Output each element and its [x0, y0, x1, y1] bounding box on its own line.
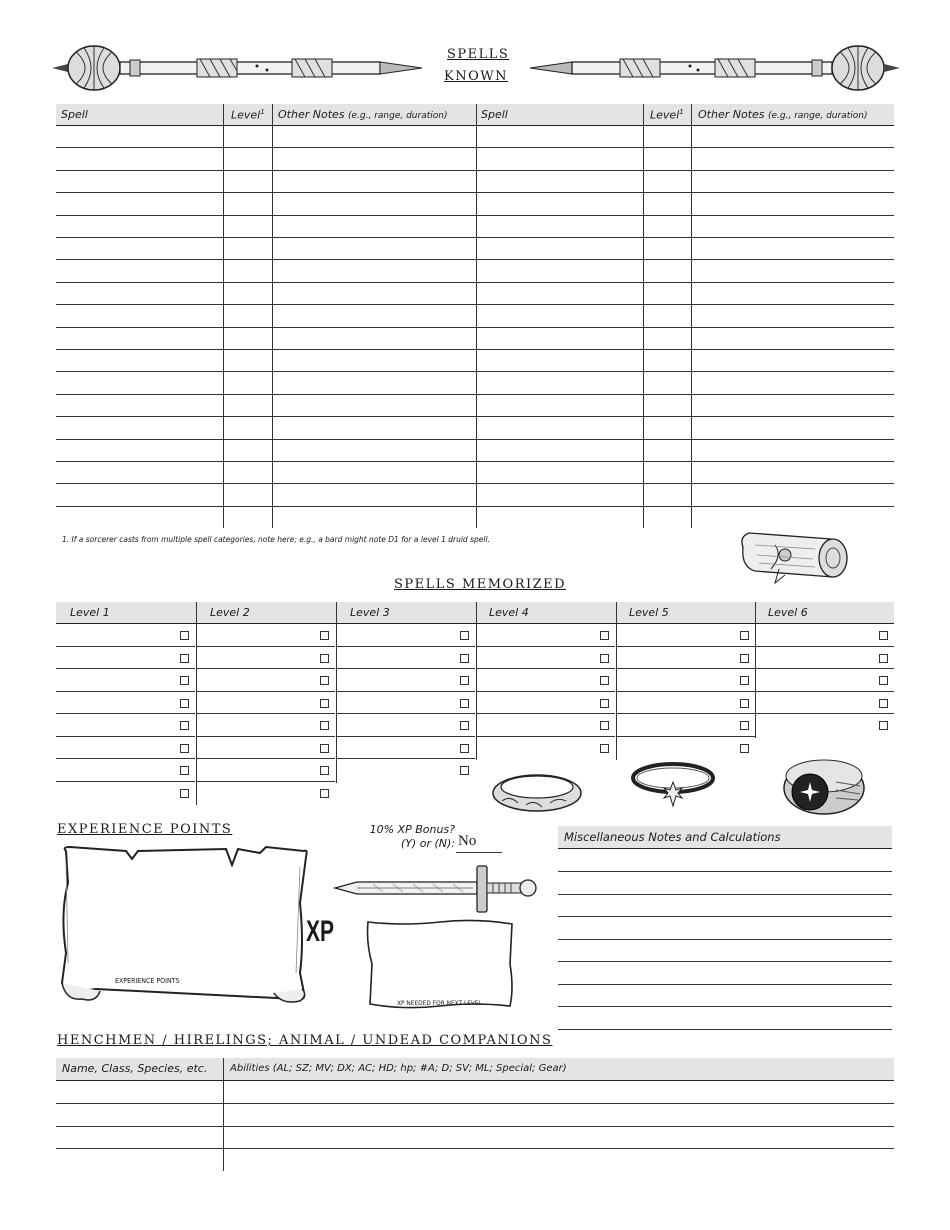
- henchmen-title: HENCHMEN / HIRELINGS; ANIMAL / UNDEAD COMPANIONS: [57, 1033, 553, 1048]
- misc-note-line: [558, 916, 892, 917]
- memorized-column-rule: [196, 602, 197, 805]
- spell-row-rule: [56, 506, 894, 507]
- col-notes-left: Other Notes (e.g., range, duration): [278, 108, 448, 121]
- memorized-slot-checkbox[interactable]: [320, 699, 329, 708]
- memorized-slot-checkbox[interactable]: [320, 654, 329, 663]
- experience-scroll-caption: EXPERIENCE POINTS: [115, 977, 180, 985]
- misc-note-line: [558, 1006, 892, 1007]
- memorized-slot-checkbox[interactable]: [879, 721, 888, 730]
- misc-note-line: [558, 894, 892, 895]
- spell-row-rule: [56, 371, 894, 372]
- level-3-label: Level 3: [350, 606, 390, 619]
- memorized-row-rule: [616, 713, 755, 714]
- memorized-slot-checkbox[interactable]: [460, 699, 469, 708]
- memorized-slot-checkbox[interactable]: [180, 699, 189, 708]
- next-level-box[interactable]: [364, 918, 516, 1010]
- memorized-slot-checkbox[interactable]: [600, 654, 609, 663]
- memorized-row-rule: [476, 646, 615, 647]
- henchmen-row-rule: [56, 1148, 894, 1149]
- memorized-slot-checkbox[interactable]: [460, 721, 469, 730]
- memorized-slot-checkbox[interactable]: [460, 654, 469, 663]
- ring-star-icon: [628, 760, 718, 818]
- level-5-label: Level 5: [629, 606, 669, 619]
- memorized-slot-checkbox[interactable]: [600, 676, 609, 685]
- level-4-label: Level 4: [489, 606, 529, 619]
- memorized-row-rule: [616, 736, 755, 737]
- memorized-column-rule: [476, 602, 477, 760]
- memorized-row-rule: [476, 736, 615, 737]
- memorized-row-rule: [56, 736, 195, 737]
- memorized-row-rule: [196, 736, 335, 737]
- memorized-row-rule: [336, 668, 475, 669]
- spell-row-rule: [56, 461, 894, 462]
- col-spell-left: Spell: [61, 108, 88, 121]
- spells-known-title-line2: KNOWN: [444, 69, 508, 84]
- memorized-slot-checkbox[interactable]: [740, 631, 749, 640]
- misc-note-line: [558, 939, 892, 940]
- memorized-slot-checkbox[interactable]: [180, 631, 189, 640]
- memorized-row-rule: [616, 668, 755, 669]
- misc-notes-header: [558, 826, 892, 849]
- memorized-row-rule: [196, 713, 335, 714]
- spell-row-rule: [56, 439, 894, 440]
- parchment-icon: [56, 843, 314, 1008]
- memorized-row-rule: [616, 691, 755, 692]
- henchmen-col-name: Name, Class, Species, etc.: [62, 1062, 208, 1075]
- spells-known-title-line1: SPELLS: [447, 47, 510, 62]
- spells-memorized-title: SPELLS MEMORIZED: [394, 577, 567, 592]
- spell-row-rule: [56, 416, 894, 417]
- memorized-slot-checkbox[interactable]: [320, 721, 329, 730]
- spells-memorized-header: [56, 602, 894, 624]
- spell-column-rule: [223, 104, 224, 528]
- memorized-slot-checkbox[interactable]: [600, 631, 609, 640]
- memorized-slot-checkbox[interactable]: [740, 676, 749, 685]
- next-level-caption: XP NEEDED FOR NEXT LEVEL: [397, 999, 482, 1007]
- memorized-slot-checkbox[interactable]: [180, 654, 189, 663]
- memorized-slot-checkbox[interactable]: [460, 676, 469, 685]
- col-notes-right: Other Notes (e.g., range, duration): [698, 108, 868, 121]
- memorized-slot-checkbox[interactable]: [320, 766, 329, 775]
- spell-row-rule: [56, 304, 894, 305]
- col-level-left: Level$^1$: [231, 108, 265, 122]
- memorized-slot-checkbox[interactable]: [320, 631, 329, 640]
- memorized-row-rule: [336, 736, 475, 737]
- experience-title: EXPERIENCE POINTS: [57, 822, 233, 837]
- spells-known-header: [56, 104, 894, 126]
- misc-note-line: [558, 1029, 892, 1030]
- spell-row-rule: [56, 327, 894, 328]
- henchmen-col-abilities: Abilities (AL; SZ; MV; DX; AC; HD; hp; #A; D; SV; ML; Special; Gear): [230, 1063, 567, 1074]
- memorized-slot-checkbox[interactable]: [879, 676, 888, 685]
- memorized-row-rule: [196, 781, 335, 782]
- memorized-slot-checkbox[interactable]: [320, 789, 329, 798]
- memorized-row-rule: [476, 713, 615, 714]
- memorized-row-rule: [196, 691, 335, 692]
- scroll-icon: [735, 525, 855, 585]
- memorized-slot-checkbox[interactable]: [320, 676, 329, 685]
- xp-bonus-value: No: [458, 833, 477, 849]
- memorized-slot-checkbox[interactable]: [740, 699, 749, 708]
- col-spell-right: Spell: [481, 108, 508, 121]
- memorized-row-rule: [56, 781, 195, 782]
- xp-mark: XP: [306, 915, 335, 948]
- level-2-label: Level 2: [210, 606, 250, 619]
- spell-column-rule: [476, 104, 477, 528]
- memorized-row-rule: [755, 668, 894, 669]
- spell-row-rule: [56, 237, 894, 238]
- memorized-slot-checkbox[interactable]: [460, 744, 469, 753]
- spell-row-rule: [56, 170, 894, 171]
- memorized-column-rule: [755, 602, 756, 738]
- spell-column-rule: [643, 104, 644, 528]
- memorized-row-rule: [755, 691, 894, 692]
- memorized-slot-checkbox[interactable]: [180, 676, 189, 685]
- henchmen-row-rule: [56, 1126, 894, 1127]
- spell-row-rule: [56, 282, 894, 283]
- memorized-slot-checkbox[interactable]: [460, 766, 469, 775]
- memorized-slot-checkbox[interactable]: [879, 699, 888, 708]
- spell-row-rule: [56, 483, 894, 484]
- memorized-row-rule: [196, 758, 335, 759]
- memorized-slot-checkbox[interactable]: [740, 744, 749, 753]
- memorized-row-rule: [336, 713, 475, 714]
- spell-row-rule: [56, 259, 894, 260]
- memorized-slot-checkbox[interactable]: [600, 744, 609, 753]
- memorized-row-rule: [196, 668, 335, 669]
- memorized-row-rule: [616, 646, 755, 647]
- memorized-row-rule: [56, 646, 195, 647]
- memorized-row-rule: [476, 691, 615, 692]
- memorized-row-rule: [56, 691, 195, 692]
- misc-note-line: [558, 984, 892, 985]
- memorized-row-rule: [476, 668, 615, 669]
- level-6-label: Level 6: [768, 606, 808, 619]
- memorized-column-rule: [616, 602, 617, 760]
- spell-row-rule: [56, 192, 894, 193]
- level-1-label: Level 1: [70, 606, 110, 619]
- spell-column-rule: [691, 104, 692, 528]
- memorized-row-rule: [336, 646, 475, 647]
- mace-icon: [52, 42, 422, 94]
- spells-known-footnote: 1. If a sorcerer casts from multiple spell categories, note here; e.g., a bard might note D1 for a level 1 druid spell.: [62, 535, 490, 544]
- col-level-right: Level$^1$: [650, 108, 684, 122]
- sword-icon: [333, 862, 538, 916]
- memorized-row-rule: [56, 713, 195, 714]
- memorized-slot-checkbox[interactable]: [180, 789, 189, 798]
- ring-gem-icon: [780, 752, 868, 820]
- xp-bonus-label: 10% XP Bonus? (Y) or (N):: [369, 823, 455, 850]
- memorized-slot-checkbox[interactable]: [180, 766, 189, 775]
- memorized-row-rule: [336, 691, 475, 692]
- memorized-slot-checkbox[interactable]: [320, 744, 329, 753]
- spell-row-rule: [56, 215, 894, 216]
- misc-note-line: [558, 871, 892, 872]
- spell-row-rule: [56, 349, 894, 350]
- memorized-slot-checkbox[interactable]: [879, 631, 888, 640]
- xp-bonus-field[interactable]: [456, 830, 502, 853]
- spell-row-rule: [56, 147, 894, 148]
- memorized-slot-checkbox[interactable]: [879, 654, 888, 663]
- memorized-row-rule: [336, 758, 475, 759]
- henchmen-column-rule: [223, 1058, 224, 1171]
- memorized-slot-checkbox[interactable]: [180, 721, 189, 730]
- memorized-column-rule: [336, 602, 337, 783]
- memorized-slot-checkbox[interactable]: [740, 721, 749, 730]
- memorized-slot-checkbox[interactable]: [600, 721, 609, 730]
- memorized-row-rule: [56, 668, 195, 669]
- memorized-slot-checkbox[interactable]: [180, 744, 189, 753]
- ring-icon: [490, 765, 585, 815]
- henchmen-row-rule: [56, 1103, 894, 1104]
- misc-note-line: [558, 961, 892, 962]
- mace-icon: [530, 42, 900, 94]
- spell-row-rule: [56, 394, 894, 395]
- memorized-row-rule: [196, 646, 335, 647]
- memorized-slot-checkbox[interactable]: [460, 631, 469, 640]
- memorized-slot-checkbox[interactable]: [740, 654, 749, 663]
- memorized-row-rule: [755, 646, 894, 647]
- spell-column-rule: [272, 104, 273, 528]
- memorized-slot-checkbox[interactable]: [600, 699, 609, 708]
- memorized-row-rule: [56, 758, 195, 759]
- henchmen-header: [56, 1058, 894, 1081]
- memorized-row-rule: [755, 713, 894, 714]
- misc-notes-title: Miscellaneous Notes and Calculations: [564, 830, 781, 844]
